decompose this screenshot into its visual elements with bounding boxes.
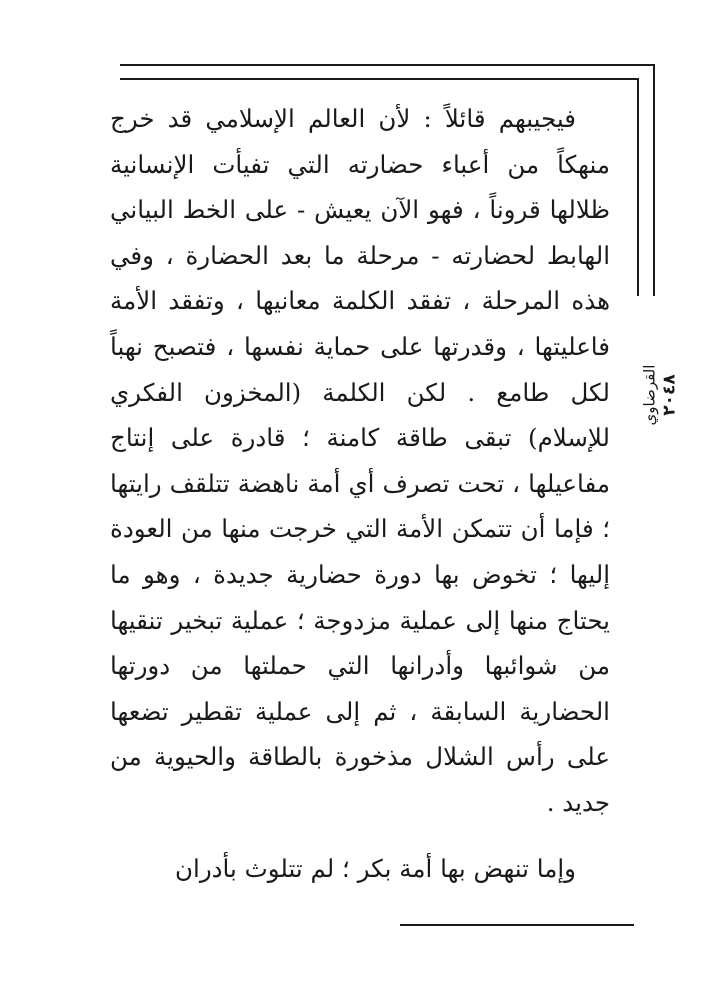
frame-right-outer-line: [653, 64, 655, 296]
running-header-title: القرضاوي: [640, 364, 658, 426]
paragraph-2: وإما تنهض بها أمة بكر ؛ لم تتلوث بأدران: [175, 853, 576, 883]
frame-right-inner-line: [637, 78, 639, 296]
frame-top-inner-line: [120, 78, 638, 80]
frame-bottom-line: [400, 924, 634, 926]
body-text: [110, 96, 610, 891]
running-header: [614, 335, 704, 455]
frame-top-outer-line: [120, 64, 654, 66]
page-number: ٢٠٤٨: [659, 374, 679, 416]
paragraph-1: فيجيبهم قائلاً : لأن العالم الإسلامي قد خرج منهكاً من أعباء حضارته التي تفيأت الإنسانية ظلالها قروناً ، فهو الآن يعيش - على الخط البياني الهابط لحضارته - مرحلة ما بعد الحضارة ، وفي هذه المرحلة ، تفقد الكلمة معانيها ، وتفقد الأمة فاعليتها ، وقدرتها على حماية نفسها ، فتصبح نهباً لكل طامع . لكن الكلمة (المخزون الفكري للإسلام) تبقى طاقة كامنة ؛ قادرة على إنتاج مفاعيلها ، تحت تصرف أي أمة ناهضة تتلقف رايتها ؛ فإما أن تتمكن الأمة التي خرجت منها من العودة إليها ؛ تخوض بها دورة حضارية جديدة ، وهو ما يحتاج منها إلى عملية مزدوجة ؛ عملية تبخير تنقيها من شوائبها وأدرانها التي حملتها من دورتها الحضارية السابقة ، ثم إلى عملية تقطير تضعها على رأس الشلال مذخورة بالطاقة والحيوية من جديد .: [110, 104, 610, 817]
